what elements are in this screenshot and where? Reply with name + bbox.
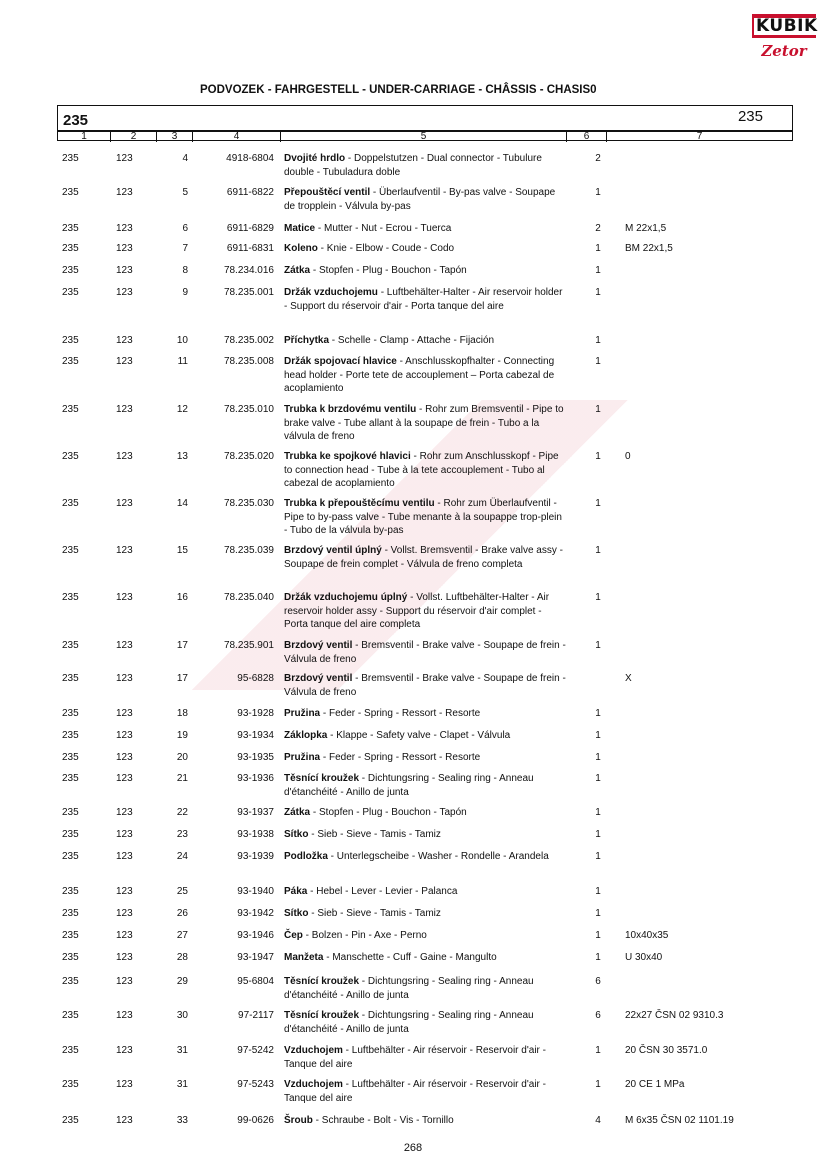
- cell-quantity: 1: [595, 1045, 601, 1056]
- part-name-cz: Brzdový ventil: [284, 640, 353, 651]
- cell-part-number: 78.235.001: [223, 287, 274, 298]
- cell-description: [284, 806, 566, 820]
- cell-group: 235: [62, 335, 79, 346]
- part-name-cz: Sítko: [284, 908, 309, 919]
- cell-group: 235: [62, 287, 79, 298]
- column-header-2: 2: [110, 132, 156, 142]
- cell-subgroup: 123: [116, 708, 133, 719]
- part-translations: - Rohr zum Anschlusskopf - Pipe to connection head - Tube à la tete accouplement - Tubo al cabezal de acoplamiento: [284, 451, 559, 489]
- cell-group: 235: [62, 404, 79, 415]
- part-translations: - Vollst. Luftbehälter-Halter - Air reservoir holder assy - Support du réservoir d'air complet - Porta tanque del aire completa: [284, 592, 550, 630]
- cell-quantity: 1: [595, 187, 601, 198]
- cell-description: [284, 152, 566, 179]
- cell-part-number: 78.235.010: [223, 404, 274, 415]
- cell-note: 20 ČSN 30 3571.0: [625, 1045, 708, 1056]
- cell-position: 6: [182, 223, 188, 234]
- cell-position: 31: [176, 1045, 188, 1056]
- logo-kubik: [752, 14, 816, 38]
- cell-quantity: 1: [595, 752, 601, 763]
- part-name-cz: Páka: [284, 886, 308, 897]
- cell-position: 23: [176, 829, 188, 840]
- cell-position: 11: [177, 356, 188, 367]
- cell-quantity: 1: [595, 265, 601, 276]
- cell-part-number: 6911-6829: [226, 223, 274, 234]
- cell-part-number: 97-2117: [238, 1010, 274, 1021]
- cell-description: [284, 450, 566, 491]
- part-name-cz: Brzdový ventil: [284, 673, 353, 684]
- cell-part-number: 78.235.040: [223, 592, 274, 603]
- cell-part-number: 93-1936: [237, 773, 274, 784]
- cell-description: [284, 355, 566, 396]
- cell-description: [284, 850, 566, 864]
- cell-part-number: 93-1940: [237, 886, 274, 897]
- cell-quantity: 1: [595, 773, 601, 784]
- cell-subgroup: 123: [116, 1045, 133, 1056]
- cell-position: 8: [182, 265, 188, 276]
- cell-position: 17: [176, 673, 188, 684]
- part-name-cz: Podložka: [284, 851, 328, 862]
- part-name-cz: Vzduchojem: [284, 1045, 343, 1056]
- part-translations: - Mutter - Nut - Ecrou - Tuerca: [315, 223, 452, 234]
- cell-quantity: 4: [595, 1115, 601, 1126]
- cell-part-number: 78.235.030: [223, 498, 274, 509]
- cell-part-number: 93-1937: [237, 807, 274, 818]
- cell-description: [284, 729, 566, 743]
- part-name-cz: Vzduchojem: [284, 1079, 343, 1090]
- cell-group: 235: [62, 851, 79, 862]
- cell-description: [284, 828, 566, 842]
- cell-group: 235: [62, 451, 79, 462]
- cell-part-number: 95-6828: [237, 673, 274, 684]
- column-header-1: 1: [81, 131, 87, 142]
- cell-group: 235: [62, 829, 79, 840]
- part-translations: - Feder - Spring - Ressort - Resorte: [320, 708, 481, 719]
- cell-quantity: 1: [595, 708, 601, 719]
- cell-description: [284, 544, 566, 571]
- cell-subgroup: 123: [116, 673, 133, 684]
- cell-quantity: 1: [595, 640, 601, 651]
- cell-description: [284, 242, 566, 256]
- cell-subgroup: 123: [116, 930, 133, 941]
- part-name-cz: Manžeta: [284, 952, 324, 963]
- cell-description: [284, 707, 566, 721]
- page-title: PODVOZEK - FAHRGESTELL - UNDER-CARRIAGE - CHÂSSIS - CHASIS0: [200, 84, 597, 96]
- cell-group: 235: [62, 807, 79, 818]
- cell-description: [284, 639, 566, 666]
- part-name-cz: Pružina: [284, 752, 321, 763]
- cell-subgroup: 123: [116, 773, 133, 784]
- cell-position: 5: [182, 187, 188, 198]
- part-name-cz: Pružina: [284, 708, 321, 719]
- cell-group: 235: [62, 356, 79, 367]
- cell-description: [284, 672, 566, 699]
- part-name-cz: Trubka k brzdovému ventilu: [284, 404, 417, 415]
- cell-group: 235: [62, 752, 79, 763]
- cell-position: 22: [176, 807, 188, 818]
- part-name-cz: Trubka k přepouštěcímu ventilu: [284, 498, 435, 509]
- cell-quantity: 1: [595, 930, 601, 941]
- part-name-cz: Zátka: [284, 265, 311, 276]
- cell-position: 7: [182, 243, 188, 254]
- cell-subgroup: 123: [116, 153, 133, 164]
- cell-position: 18: [176, 708, 188, 719]
- cell-group: 235: [62, 243, 79, 254]
- cell-position: 31: [176, 1079, 188, 1090]
- cell-note: M 22x1,5: [625, 223, 667, 234]
- cell-group: 235: [62, 1079, 79, 1090]
- part-name-cz: Držák vzduchojemu úplný: [284, 592, 408, 603]
- cell-quantity: 1: [595, 545, 601, 556]
- cell-subgroup: 123: [116, 592, 133, 603]
- cell-subgroup: 123: [116, 886, 133, 897]
- cell-subgroup: 123: [116, 829, 133, 840]
- cell-description: [284, 929, 566, 943]
- logo-kubik-text: KUBIK: [756, 16, 818, 36]
- cell-position: 29: [176, 976, 188, 987]
- part-name-cz: Těsnící kroužek: [284, 1010, 360, 1021]
- cell-subgroup: 123: [116, 223, 133, 234]
- cell-description: [284, 772, 566, 799]
- cell-position: 15: [176, 545, 188, 556]
- part-translations: - Rohr zum Überlaufventil - Pipe to by-pass valve - Tube menante à la soupappe trop-plein - Tubo de la válvula by-pas: [284, 498, 562, 536]
- cell-note: U 30x40: [625, 952, 663, 963]
- cell-part-number: 93-1934: [237, 730, 274, 741]
- part-translations: - Unterlegscheibe - Washer - Rondelle - Arandela: [327, 851, 549, 862]
- cell-group: 235: [62, 1045, 79, 1056]
- part-name-cz: Dvojité hrdlo: [284, 153, 346, 164]
- cell-part-number: 93-1935: [237, 752, 274, 763]
- cell-note: BM 22x1,5: [625, 243, 673, 254]
- cell-subgroup: 123: [116, 287, 133, 298]
- part-translations: - Klappe - Safety valve - Clapet - Válvula: [327, 730, 511, 741]
- cell-subgroup: 123: [116, 851, 133, 862]
- part-name-cz: Sítko: [284, 829, 309, 840]
- cell-subgroup: 123: [116, 356, 133, 367]
- cell-position: 9: [182, 287, 188, 298]
- cell-part-number: 6911-6822: [226, 187, 274, 198]
- column-header-3: 3: [156, 132, 192, 142]
- part-translations: - Dichtungsring - Sealing ring - Anneau d'étanchéité - Anillo de junta: [284, 1010, 534, 1035]
- cell-subgroup: 123: [116, 404, 133, 415]
- column-header-4: 4: [192, 132, 280, 142]
- cell-quantity: 1: [595, 730, 601, 741]
- part-translations: - Doppelstutzen - Dual connector - Tubulure double - Tubuladura doble: [284, 153, 542, 178]
- cell-position: 16: [176, 592, 188, 603]
- cell-description: [284, 751, 566, 765]
- cell-position: 13: [176, 451, 188, 462]
- cell-note: 22x27 ČSN 02 9310.3: [625, 1010, 724, 1021]
- cell-subgroup: 123: [116, 976, 133, 987]
- column-header-6: 6: [566, 132, 606, 142]
- cell-group: 235: [62, 930, 79, 941]
- cell-part-number: 78.235.008: [223, 356, 274, 367]
- cell-group: 235: [62, 223, 79, 234]
- cell-position: 4: [182, 153, 188, 164]
- cell-subgroup: 123: [116, 1010, 133, 1021]
- cell-position: 25: [176, 886, 188, 897]
- part-translations: - Bremsventil - Brake valve - Soupape de frein - Válvula de freno: [284, 673, 566, 698]
- cell-description: [284, 1044, 566, 1071]
- cell-group: 235: [62, 773, 79, 784]
- cell-group: 235: [62, 673, 79, 684]
- column-header-7: 7: [606, 132, 792, 142]
- cell-subgroup: 123: [116, 545, 133, 556]
- cell-quantity: 1: [595, 807, 601, 818]
- cell-quantity: 6: [595, 976, 601, 987]
- cell-group: 235: [62, 545, 79, 556]
- cell-description: [284, 334, 566, 348]
- part-translations: - Schraube - Bolt - Vis - Tornillo: [312, 1115, 454, 1126]
- cell-part-number: 78.235.020: [223, 451, 274, 462]
- cell-description: [284, 264, 566, 278]
- cell-subgroup: 123: [116, 640, 133, 651]
- part-name-cz: Šroub: [284, 1115, 313, 1126]
- cell-group: 235: [62, 1115, 79, 1126]
- cell-description: [284, 222, 566, 236]
- cell-group: 235: [62, 976, 79, 987]
- cell-part-number: 93-1928: [237, 708, 274, 719]
- cell-description: [284, 885, 566, 899]
- cell-description: [284, 1009, 566, 1036]
- cell-part-number: 99-0626: [237, 1115, 274, 1126]
- cell-part-number: 93-1938: [237, 829, 274, 840]
- cell-group: 235: [62, 265, 79, 276]
- part-name-cz: Zátka: [284, 807, 311, 818]
- cell-note: 20 CE 1 MPa: [625, 1079, 685, 1090]
- part-translations: - Feder - Spring - Ressort - Resorte: [320, 752, 481, 763]
- cell-part-number: 93-1947: [237, 952, 274, 963]
- cell-subgroup: 123: [116, 451, 133, 462]
- page-number: 268: [403, 1142, 423, 1154]
- part-translations: - Vollst. Bremsventil - Brake valve assy - Soupape de frein complet - Válvula de freno completa: [284, 545, 563, 570]
- part-name-cz: Matice: [284, 223, 316, 234]
- part-name-cz: Příchytka: [284, 335, 330, 346]
- cell-position: 27: [176, 930, 188, 941]
- cell-description: [284, 591, 566, 632]
- cell-group: 235: [62, 908, 79, 919]
- cell-note: X: [625, 673, 632, 684]
- cell-part-number: 78.235.039: [223, 545, 274, 556]
- part-translations: - Sieb - Sieve - Tamis - Tamiz: [308, 908, 441, 919]
- part-translations: - Stopfen - Plug - Bouchon - Tapón: [310, 265, 467, 276]
- cell-description: [284, 907, 566, 921]
- cell-quantity: 2: [595, 223, 601, 234]
- part-translations: - Anschlusskopfhalter - Connecting head holder - Porte tete de accouplement – Porta cabezal de acoplamiento: [284, 356, 555, 394]
- cell-quantity: 1: [595, 335, 601, 346]
- cell-part-number: 6911-6831: [226, 243, 274, 254]
- cell-group: 235: [62, 1010, 79, 1021]
- cell-subgroup: 123: [116, 335, 133, 346]
- part-name-cz: Záklopka: [284, 730, 328, 741]
- cell-description: [284, 951, 566, 965]
- cell-subgroup: 123: [116, 243, 133, 254]
- part-name-cz: Koleno: [284, 243, 318, 254]
- part-name-cz: Těsnící kroužek: [284, 773, 360, 784]
- cell-part-number: 78.235.901: [223, 640, 274, 651]
- cell-position: 24: [176, 851, 188, 862]
- part-name-cz: Držák spojovací hlavice: [284, 356, 397, 367]
- cell-part-number: 93-1942: [237, 908, 274, 919]
- cell-quantity: 1: [595, 952, 601, 963]
- cell-position: 28: [176, 952, 188, 963]
- cell-part-number: 93-1946: [237, 930, 274, 941]
- cell-quantity: 1: [595, 356, 601, 367]
- column-header-5: 5: [280, 132, 566, 142]
- cell-quantity: 1: [595, 498, 601, 509]
- cell-part-number: 78.235.002: [223, 335, 274, 346]
- cell-position: 10: [176, 335, 188, 346]
- cell-quantity: 1: [595, 404, 601, 415]
- cell-part-number: 78.234.016: [223, 265, 274, 276]
- part-translations: - Dichtungsring - Sealing ring - Anneau d'étanchéité - Anillo de junta: [284, 773, 534, 798]
- part-name-cz: Trubka ke spojkové hlavici: [284, 451, 411, 462]
- part-name-cz: Těsnící kroužek: [284, 976, 360, 987]
- part-translations: - Manschette - Cuff - Gaine - Mangulto: [323, 952, 497, 963]
- cell-position: 20: [176, 752, 188, 763]
- kubik-zetor-logo: [752, 14, 816, 68]
- cell-quantity: 1: [595, 1079, 601, 1090]
- cell-group: 235: [62, 592, 79, 603]
- part-name-cz: Čep: [284, 930, 303, 941]
- cell-position: 14: [176, 498, 188, 509]
- cell-note: M 6x35 ČSN 02 1101.19: [625, 1115, 734, 1126]
- cell-quantity: 1: [595, 886, 601, 897]
- cell-group: 235: [62, 730, 79, 741]
- cell-group: 235: [62, 153, 79, 164]
- cell-subgroup: 123: [116, 908, 133, 919]
- table-header: [57, 105, 793, 141]
- part-translations: - Bremsventil - Brake valve - Soupape de frein - Válvula de freno: [284, 640, 566, 665]
- cell-part-number: 93-1939: [237, 851, 274, 862]
- part-translations: - Stopfen - Plug - Bouchon - Tapón: [310, 807, 467, 818]
- cell-quantity: 1: [595, 592, 601, 603]
- cell-group: 235: [62, 886, 79, 897]
- cell-quantity: 1: [595, 829, 601, 840]
- cell-quantity: 1: [595, 243, 601, 254]
- cell-subgroup: 123: [116, 807, 133, 818]
- cell-position: 19: [176, 730, 188, 741]
- cell-description: [284, 497, 566, 538]
- part-translations: - Luftbehälter - Air réservoir - Reservoir d'air - Tanque del aire: [284, 1045, 546, 1070]
- cell-subgroup: 123: [116, 1079, 133, 1090]
- cell-description: [284, 403, 566, 444]
- cell-note: 0: [625, 451, 631, 462]
- cell-group: 235: [62, 187, 79, 198]
- cell-position: 21: [176, 773, 188, 784]
- cell-description: [284, 286, 566, 313]
- group-number-left: 235: [63, 112, 89, 129]
- part-translations: - Sieb - Sieve - Tamis - Tamiz: [308, 829, 441, 840]
- cell-subgroup: 123: [116, 498, 133, 509]
- cell-quantity: 2: [595, 153, 601, 164]
- cell-subgroup: 123: [116, 187, 133, 198]
- group-number-right: 235: [737, 108, 763, 125]
- part-translations: - Rohr zum Bremsventil - Pipe to brake valve - Tube allant à la soupape de frein - Tubo a la válvula de freno: [284, 404, 564, 442]
- part-name-cz: Brzdový ventil úplný: [284, 545, 382, 556]
- cell-subgroup: 123: [116, 752, 133, 763]
- cell-description: [284, 975, 566, 1002]
- cell-subgroup: 123: [116, 952, 133, 963]
- cell-description: [284, 186, 566, 213]
- cell-group: 235: [62, 952, 79, 963]
- cell-description: [284, 1078, 566, 1105]
- cell-quantity: 1: [595, 908, 601, 919]
- cell-position: 17: [176, 640, 188, 651]
- cell-description: [284, 1114, 566, 1128]
- part-name-cz: Držák vzduchojemu: [284, 287, 378, 298]
- cell-position: 30: [176, 1010, 188, 1021]
- part-name-cz: Přepouštěcí ventil: [284, 187, 371, 198]
- cell-group: 235: [62, 640, 79, 651]
- cell-group: 235: [62, 498, 79, 509]
- cell-quantity: 1: [595, 287, 601, 298]
- cell-quantity: 1: [595, 851, 601, 862]
- part-translations: - Schelle - Clamp - Attache - Fijación: [329, 335, 495, 346]
- logo-zetor: Zetor: [761, 42, 807, 60]
- cell-quantity: 1: [595, 451, 601, 462]
- cell-part-number: 97-5242: [237, 1045, 274, 1056]
- cell-position: 12: [176, 404, 188, 415]
- cell-part-number: 97-5243: [237, 1079, 274, 1090]
- part-translations: - Luftbehälter-Halter - Air reservoir holder - Support du réservoir d'air - Porta tanque del aire: [284, 287, 563, 312]
- part-translations: - Dichtungsring - Sealing ring - Anneau d'étanchéité - Anillo de junta: [284, 976, 534, 1001]
- cell-position: 26: [176, 908, 188, 919]
- part-translations: - Hebel - Lever - Levier - Palanca: [307, 886, 458, 897]
- cell-group: 235: [62, 708, 79, 719]
- cell-part-number: 4918-6804: [226, 153, 274, 164]
- part-translations: - Bolzen - Pin - Axe - Perno: [302, 930, 427, 941]
- cell-quantity: 6: [595, 1010, 601, 1021]
- part-translations: - Luftbehälter - Air réservoir - Reservoir d'air - Tanque del aire: [284, 1079, 546, 1104]
- cell-subgroup: 123: [116, 730, 133, 741]
- cell-subgroup: 123: [116, 1115, 133, 1126]
- part-translations: - Überlaufventil - By-pas valve - Soupape de tropplein - Válvula by-pas: [284, 187, 556, 212]
- cell-subgroup: 123: [116, 265, 133, 276]
- part-translations: - Knie - Elbow - Coude - Codo: [317, 243, 455, 254]
- cell-position: 33: [176, 1115, 188, 1126]
- cell-part-number: 95-6804: [237, 976, 274, 987]
- cell-note: 10x40x35: [625, 930, 669, 941]
